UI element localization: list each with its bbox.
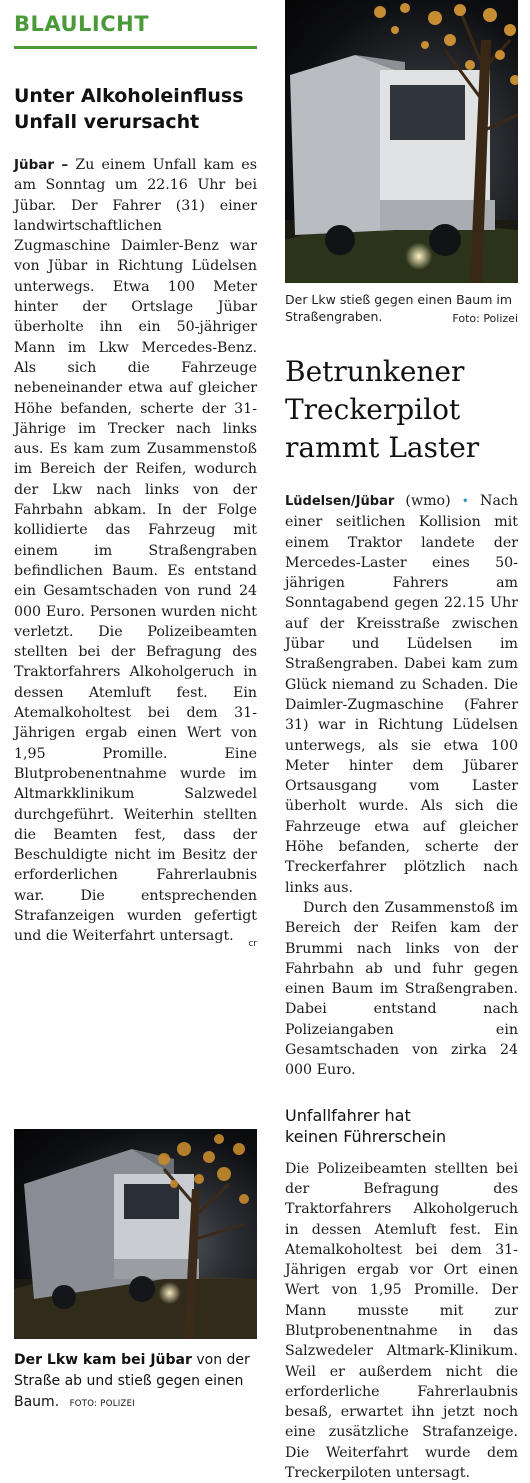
truck-photo-illustration-large xyxy=(285,0,518,283)
right-para1-text: Nach einer seitlichen Kollision mit einem Traktor landete der Mercedes-Laster eines 50-jährigen Fahrers am Sonntagabend gegen 22.15 Uhr auf der Kreisstraße zwischen Jübar und Lüdelsen im Straßengraben. Dabei kam zum Glück niemand zu Schaden. Die Daimler-Zugmaschine (Fahrer 31) war in Richtung Lüdelsen unterwegs, als sie etwa 100 Meter hinter dem Jübarer Ortsausgang vom Laster überholt wurde. Als sich die Fahrzeuge etwa auf gleicher Höhe befanden, scherte der Treckerfahrer plötzlich nach links aus. xyxy=(285,493,518,896)
rubric-divider xyxy=(14,46,257,49)
right-photo-caption xyxy=(285,291,518,325)
section-rubric: BLAULICHT xyxy=(14,12,150,36)
right-subhead-line1: Unfallfahrer hat xyxy=(285,1105,411,1125)
right-headline-line3: rammt Laster xyxy=(285,431,480,464)
left-photo-caption xyxy=(14,1350,257,1415)
right-headline xyxy=(285,353,518,467)
left-dateline: Jübar – xyxy=(14,157,69,173)
left-caption-bold: Der Lkw kam bei Jübar xyxy=(14,1352,192,1368)
right-photo-credit: Foto: Polizei xyxy=(452,312,518,325)
truck-photo-illustration xyxy=(14,1129,257,1339)
left-headline-line1: Unter Alkoholeinfluss xyxy=(14,85,244,107)
right-column xyxy=(285,0,518,1483)
left-article-body xyxy=(14,155,257,950)
right-paragraph-1 xyxy=(285,491,518,898)
right-subhead xyxy=(285,1105,518,1147)
left-headline-line2: Unfall verursacht xyxy=(14,111,200,133)
right-headline-line1: Betrunkener xyxy=(285,355,465,388)
right-author: (wmo) xyxy=(405,493,451,509)
blue-bullet-icon: • xyxy=(461,494,469,508)
left-caption-text: von der Straße ab und stieß gegen einen Baum. xyxy=(14,1352,250,1410)
right-headline-line2: Treckerpilot xyxy=(285,393,461,426)
left-photo-truck-night xyxy=(14,1129,257,1339)
left-photo-credit: FOTO: POLIZEI xyxy=(69,1399,136,1409)
left-headline xyxy=(14,83,257,135)
left-body-text: Zu einem Unfall kam es am Sonntag um 22.16 Uhr bei Jübar. Der Fahrer (31) einer landwirtschaftlichen Zugmaschine Daimler-Benz war von Jübar in Richtung Lüdelsen unterwegs. Etwa 100 Meter hinter der Ortslage Jübar überholte ihn ein 50-jähriger Mann im Lkw Mercedes-Benz. Als sich die Fahrzeuge nebeneinander etwa auf gleicher Höhe befanden, scherte der 31-Jährige im Trecker nach links aus. Es kam zum Zusammenstoß im Bereich der Reifen, wodurch der Lkw nach links von der Fahrbahn abkam. In der Folge kollidierte das Fahrzeug mit einem im Straßengraben befindlichen Baum. Es entstand ein Gesamtschaden von rund 24 000 Euro. Personen wurden nicht verletzt. Die Polizeibeamten stellten bei der Befragung des Traktorfahrers Alkoholgeruch in dessen Atemluft fest. Ein Atemalkoholtest bei dem 31-Jährigen ergab einen Wert von 1,95 Promille. Eine Blutprobenentnahme wurde im Altmarkklinikum Salzwedel durchgeführt. Weiterhin stellten die Beamten fest, dass der Beschuldigte nicht im Besitz der erforderlichen Fahrerlaubnis war. Die entsprechenden Strafanzeigen wurden gefertigt und die Weiterfahrt untersagt. xyxy=(14,157,257,945)
right-subhead-line2: keinen Führerschein xyxy=(285,1126,447,1146)
right-article-body xyxy=(285,491,518,1081)
right-paragraph-2: Durch den Zusammenstoß im Bereich der Reifen kam der Brummi nach links von der Fahrbahn ab und fuhr gegen einen Baum im Straßengraben. Dabei entstand nach Polizeiangaben ein Gesamtschaden von zirka 24 000 Euro. xyxy=(285,899,518,1079)
right-photo-truck-night xyxy=(285,0,518,283)
left-author: cr xyxy=(248,939,257,950)
left-column xyxy=(14,0,257,1410)
right-caption-text: Der Lkw stieß gegen einen Baum im Straßengraben. xyxy=(285,292,513,324)
right-paragraph-3: Die Polizeibeamten stellten bei der Befragung des Traktorfahrers Alkoholgeruch in dessen Atemluft fest. Ein Atemalkoholtest bei dem 31-Jährigen ergab vor Ort einen Wert von 1,95 Promille. Der Mann musste mit zur Blutprobenentnahme in das Salzwedeler Altmark-Klinikum. Weil er außerdem nicht die erforderliche Fahrerlaubnis besaß, erwartet ihn jetzt noch eine zusätzliche Strafanzeige. Die Weiterfahrt wurde dem Treckerpiloten untersagt. xyxy=(285,1160,518,1482)
right-dateline: Lüdelsen/Jübar xyxy=(285,494,395,509)
